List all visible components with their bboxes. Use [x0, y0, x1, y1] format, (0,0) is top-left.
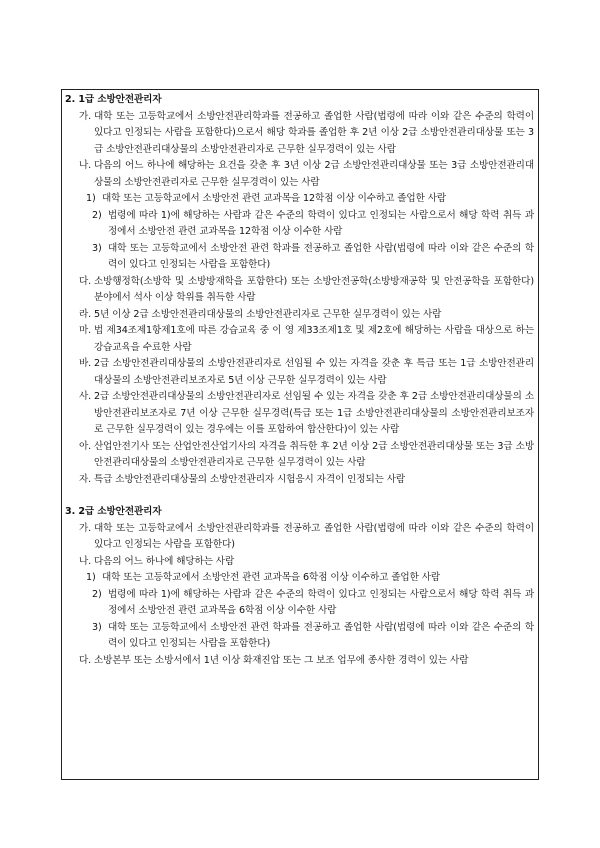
item-text: 2급 소방안전관리대상물의 소방안전관리자로 선임될 수 있는 자격을 갖춘 후 특급 또는 1급 소방안전관리대상물의 소방안전관리보조자로 5년 이상 근무한 실무경력이 있는 사람 [94, 358, 534, 386]
item-marker: 1) [86, 572, 96, 583]
section-2-subitem-3 [62, 241, 540, 274]
item-text: 대학 또는 고등학교에서 소방안전 관련 학과를 전공하고 졸업한 사람(법령에 따라 이와 같은 수준의 학력이 있다고 인정되는 사람을 포함한다) [108, 621, 534, 649]
section-spacer [62, 488, 540, 504]
item-text: 소방행정학(소방학 및 소방방재학을 포함한다) 또는 소방안전공학(소방방재공학 및 안전공학을 포함한다) 분야에서 석사 이상 학위를 취득한 사람 [94, 275, 534, 303]
section-2-title: 2. 1급 소방안전관리자 [65, 94, 162, 105]
section-2-item-ba [62, 356, 540, 389]
item-text: 다음의 어느 하나에 해당하는 요건을 갖춘 후 3년 이상 2급 소방안전관리대상물 또는 3급 소방안전관리대상물의 소방안전관리자로 근무한 실무경력이 있는 사람 [94, 160, 534, 188]
item-marker: 사. [79, 391, 92, 402]
item-marker: 3) [92, 242, 102, 254]
section-3-item-na [62, 554, 540, 571]
item-text: 법 제34조제1항제1호에 따른 강습교육 중 이 영 제33조제1호 및 제2호에 해당하는 사람을 대상으로 하는 강습교육을 수료한 사람 [94, 325, 534, 353]
section-3-subitem-1 [62, 570, 540, 587]
item-marker: 나. [79, 555, 92, 567]
section-2-item-na [62, 158, 540, 191]
item-text: 대학 또는 고등학교에서 소방안전 관련 학과를 전공하고 졸업한 사람(법령에 따라 이와 같은 수준의 학력이 있다고 인정되는 사람을 포함한다) [108, 242, 534, 270]
item-text: 다음의 어느 하나에 해당하는 사람 [94, 555, 235, 567]
item-text: 대학 또는 고등학교에서 소방안전 관련 교과목을 12학점 이상 이수하고 졸업한 사람 [102, 193, 447, 204]
section-2-item-ga [62, 109, 540, 159]
item-text: 법령에 따라 1)에 해당하는 사람과 같은 수준의 학력이 있다고 인정되는 사람으로서 해당 학력 취득 과정에서 소방안전 관련 교과목을 12학점 이상 이수한 사람 [108, 209, 534, 237]
section-2-subitem-2 [62, 208, 540, 241]
section-2-subitem-1 [62, 191, 540, 208]
section-2-item-da [62, 274, 540, 307]
item-marker: 가. [79, 522, 92, 534]
item-text: 대학 또는 고등학교에서 소방안전관리학과를 전공하고 졸업한 사람(법령에 따라 이와 같은 수준의 학력이 있다고 인정되는 사람을 포함한다)으로서 해당 학과를 졸업한 후 2년 이상 2급 소방안전관리대상물 또는 3급 소방안전관리대상물의 소방안전관리자로 근무한 실무경력이 있는 사람 [94, 110, 534, 155]
item-marker: 다. [79, 654, 92, 666]
section-2-item-a [62, 439, 540, 472]
section-2-item-ra [62, 307, 540, 324]
item-marker: 라. [79, 308, 92, 320]
section-2-item-sa [62, 389, 540, 439]
section-3-item-ga [62, 521, 540, 554]
item-marker: 2) [92, 588, 102, 600]
item-text: 특급 소방안전관리대상물의 소방안전관리자 시험응시 자격이 인정되는 사람 [94, 473, 406, 485]
item-marker: 아. [79, 440, 92, 452]
item-text: 산업안전기사 또는 산업안전산업기사의 자격을 취득한 후 2년 이상 2급 소방안전관리대상물 또는 3급 소방안전관리대상물의 소방안전관리자로 근무한 실무경력이 있는 사람 [94, 440, 534, 468]
section-2-item-ja [62, 472, 540, 489]
item-marker: 바. [79, 358, 92, 369]
item-text: 대학 또는 고등학교에서 소방안전관리학과를 전공하고 졸업한 사람(법령에 따라 이와 같은 수준의 학력이 있다고 인정되는 사람을 포함한다) [94, 522, 534, 550]
item-marker: 자. [79, 473, 92, 485]
section-3-title: 3. 2급 소방안전관리자 [65, 506, 162, 517]
section-3-subitem-2 [62, 587, 540, 620]
item-text: 5년 이상 2급 소방안전관리대상물의 소방안전관리자로 근무한 실무경력이 있는 사람 [94, 308, 442, 320]
document-body [62, 92, 540, 669]
item-text: 대학 또는 고등학교에서 소방안전 관련 교과목을 6학점 이상 이수하고 졸업한 사람 [102, 572, 441, 583]
item-text: 법령에 따라 1)에 해당하는 사람과 같은 수준의 학력이 있다고 인정되는 사람으로서 해당 학력 취득 과정에서 소방안전 관련 교과목을 6학점 이상 이수한 사람 [108, 588, 534, 616]
item-marker: 1) [86, 193, 96, 204]
item-marker: 3) [92, 621, 102, 633]
item-text: 2급 소방안전관리대상물의 소방안전관리자로 선임될 수 있는 자격을 갖춘 후 2급 소방안전관리대상물의 소방안전관리보조자로 7년 이상 근무한 실무경력(특급 또는 1급 소방안전관리대상물의 소방안전관리보조자로 근무한 실무경력이 있는 경우에는 이를 포함하여 합산한다)이 있는 사람 [94, 391, 534, 435]
section-3-item-da [62, 653, 540, 670]
item-marker: 다. [79, 275, 92, 287]
item-text: 소방본부 또는 소방서에서 1년 이상 화재진압 또는 그 보조 업무에 종사한 경력이 있는 사람 [94, 654, 469, 666]
section-3-subitem-3 [62, 620, 540, 653]
item-marker: 가. [79, 110, 92, 122]
item-marker: 나. [79, 160, 92, 171]
item-marker: 2) [92, 209, 102, 221]
item-marker: 마. [79, 325, 92, 336]
section-2-item-ma [62, 323, 540, 356]
